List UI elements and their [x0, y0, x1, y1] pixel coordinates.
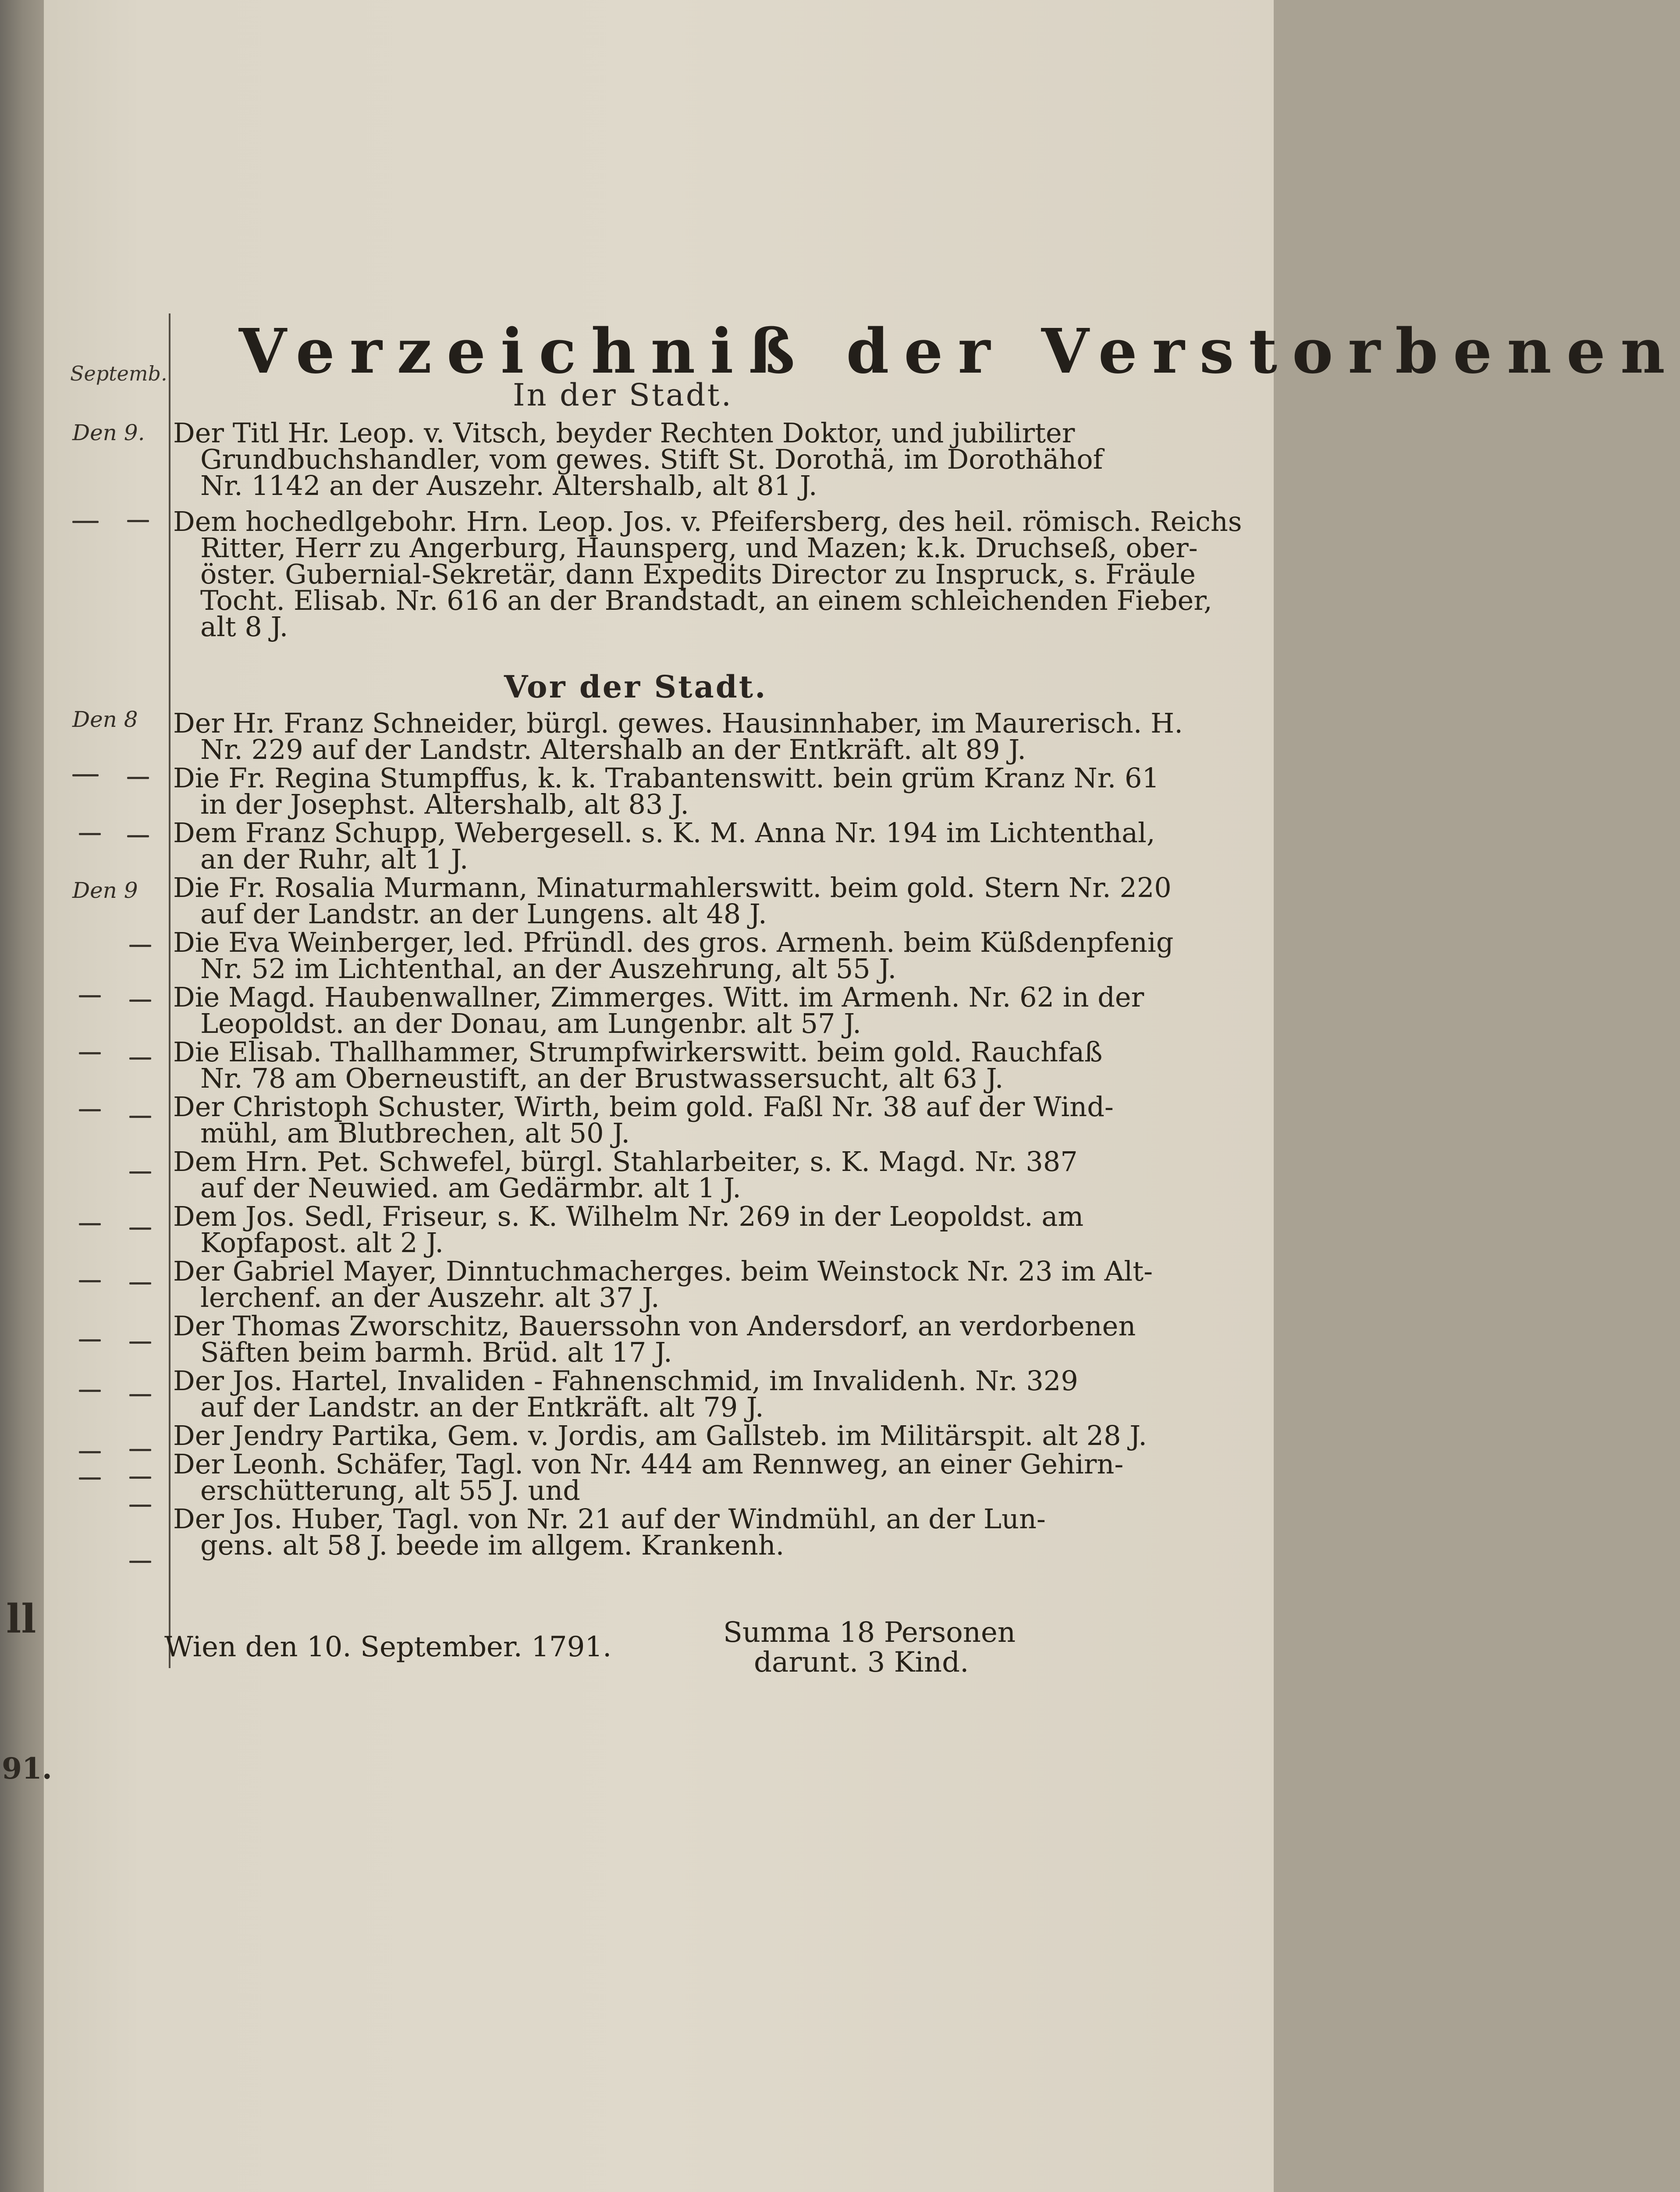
entry-line: Dem Hrn. Pet. Schwefel, bürgl. Stahlarbeiter, s. K. Magd. Nr. 387: [173, 1146, 1078, 1178]
ditto-dash: [129, 1477, 151, 1479]
ditto-dash: [79, 1451, 101, 1453]
entry-line: Der Leonh. Schäfer, Tagl. von Nr. 444 am Rennweg, an einer Gehirn-: [173, 1448, 1124, 1480]
margin-date: Den 8: [72, 707, 138, 732]
entry-line: Säften beim barmh. Brüd. alt 17 J.: [200, 1336, 672, 1368]
entry-line: mühl, am Blutbrechen, alt 50 J.: [200, 1117, 630, 1149]
death-entry: [173, 505, 1242, 643]
death-entry: [173, 762, 1159, 820]
death-entry: [173, 1503, 1080, 1561]
ditto-dash: [129, 1000, 151, 1002]
entry-line: erschütterung, alt 55 J. und: [200, 1474, 580, 1506]
entry-line: auf der Neuwied. am Gedärmbr. alt 1 J.: [200, 1172, 741, 1204]
month-label: Septemb.: [70, 362, 167, 385]
entry-line: Dem Jos. Sedl, Friseur, s. K. Wilhelm Nr. 269 in der Leopoldst. am: [173, 1200, 1084, 1232]
entry-line: Der Jos. Hartel, Invaliden - Fahnenschmid, im Invalidenh. Nr. 329: [173, 1365, 1078, 1397]
ditto-dash: [129, 1057, 151, 1060]
ditto-dash: [79, 833, 101, 835]
entry-line: Der Thomas Zworschitz, Bauerssohn von Andersdorf, an verdorbenen: [173, 1310, 1136, 1342]
column-divider: [169, 313, 170, 1668]
ditto-dash: [79, 1390, 101, 1392]
entry-line: Nr. 52 im Lichtenthal, an der Auszehrung, alt 55 J.: [200, 953, 897, 985]
entry-line: Nr. 229 auf der Landstr. Altershalb an der Entkräft. alt 89 J.: [200, 733, 1026, 765]
entry-line: Dem Franz Schupp, Webergesell. s. K. M. Anna Nr. 194 im Lichtenthal,: [173, 817, 1155, 849]
death-entry: [173, 1255, 1153, 1313]
death-entry: [173, 1448, 1124, 1506]
ditto-dash: [129, 945, 151, 947]
entry-line: Der Christoph Schuster, Wirth, beim gold. Faßl Nr. 38 auf der Wind-: [173, 1091, 1114, 1123]
entry-line: Der Gabriel Mayer, Dinntuchmacherges. beim Weinstock Nr. 23 im Alt-: [173, 1255, 1153, 1287]
death-entry: [173, 707, 1183, 765]
entry-line: lerchenf. an der Auszehr. alt 37 J.: [200, 1281, 660, 1313]
ditto-dash: [79, 1339, 101, 1342]
ditto-dash: [127, 777, 149, 779]
death-entry: [173, 417, 1103, 502]
death-entry: [173, 872, 1172, 930]
entry-line: auf der Landstr. an der Lungens. alt 48 J.: [200, 898, 767, 930]
ditto-dash: [72, 774, 99, 776]
entry-line: Kopfapost. alt 2 J.: [200, 1227, 444, 1259]
death-entry: [173, 1200, 1084, 1259]
entry-line: auf der Landstr. an der Entkräft. alt 79 J.: [200, 1391, 764, 1423]
death-entry: [173, 817, 1155, 875]
ditto-dash: [129, 1561, 151, 1563]
entry-line: Der Jendry Partika, Gem. v. Jordis, am Gallsteb. im Militärspit. alt 28 J.: [173, 1420, 1147, 1452]
entry-line: gens. alt 58 J. beede im allgem. Krankenh.: [200, 1529, 785, 1561]
death-entry: [173, 926, 1174, 985]
entry-line: Nr. 78 am Oberneustift, an der Brustwassersucht, alt 63 J.: [200, 1062, 1004, 1094]
edge-mark: ll: [6, 1596, 36, 1642]
entry-line: Die Magd. Haubenwallner, Zimmerges. Witt. im Armenh. Nr. 62 in der: [173, 981, 1144, 1013]
summary-line: darunt. 3 Kind.: [754, 1646, 969, 1679]
ditto-dash: [129, 1449, 151, 1451]
death-entry: [173, 1036, 1103, 1094]
entry-line: Die Fr. Rosalia Murmann, Minaturmahlerswitt. beim gold. Stern Nr. 220: [173, 872, 1172, 904]
entry-line: Der Jos. Huber, Tagl. von Nr. 21 auf der Windmühl, an der Lun-: [173, 1503, 1046, 1535]
entry-line: an der Ruhr, alt 1 J.: [200, 843, 469, 875]
entry-line: in der Josephst. Altershalb, alt 83 J.: [200, 788, 689, 820]
entry-line: Die Eva Weinberger, led. Pfründl. des gros. Armenh. beim Küßdenpfenig: [173, 926, 1174, 958]
ditto-dash: [79, 995, 101, 997]
entry-line: Leopoldst. an der Donau, am Lungenbr. alt 57 J.: [200, 1007, 861, 1039]
entry-line: Die Fr. Regina Stumpffus, k. k. Trabantenswitt. bein grüm Kranz Nr. 61: [173, 762, 1159, 794]
ditto-dash: [79, 1477, 101, 1480]
death-entry: [173, 1420, 1147, 1452]
ditto-dash: [79, 1280, 101, 1282]
entry-line: Tocht. Elisab. Nr. 616 an der Brandstadt, an einem schleichenden Fieber,: [200, 584, 1212, 616]
ditto-dash: [79, 1109, 101, 1111]
entry-line: Grundbuchshandler, vom gewes. Stift St. Dorothä, im Dorothähof: [200, 443, 1103, 475]
section-heading-suburb: Vor der Stadt.: [504, 669, 767, 705]
section-heading-city: In der Stadt.: [513, 377, 733, 413]
entry-line: Der Titl Hr. Leop. v. Vitsch, beyder Rechten Doktor, und jubilirter: [173, 417, 1075, 449]
death-entry: [173, 1146, 1080, 1204]
ditto-dash: [129, 1342, 151, 1344]
ditto-dash: [79, 1223, 101, 1225]
ditto-dash: [79, 1052, 101, 1054]
place-date: Wien den 10. September. 1791.: [164, 1631, 612, 1663]
ditto-dash: [129, 1282, 151, 1285]
ditto-dash: [129, 1505, 151, 1507]
death-entry: [173, 981, 1144, 1039]
summary-line: Summa 18 Personen: [723, 1616, 1016, 1649]
entry-line: Ritter, Herr zu Angerburg, Haunsperg, und Mazen; k.k. Druchseß, ober-: [200, 532, 1198, 564]
ditto-dash: [129, 1116, 151, 1118]
page-title: Verzeichniß der Verstorbenen: [239, 316, 1680, 388]
death-entry: [173, 1365, 1080, 1423]
entry-line: öster. Gubernial-Sekretär, dann Expedits Director zu Inspruck, s. Fräule: [200, 558, 1196, 590]
death-entry: [173, 1091, 1114, 1149]
ditto-dash: [72, 521, 99, 523]
ditto-dash: [127, 520, 149, 522]
death-entry: [173, 1310, 1136, 1368]
entry-line: Dem hochedlgebohr. Hrn. Leop. Jos. v. Pfeifersberg, des heil. römisch. Reichs: [173, 505, 1242, 537]
entry-line: Der Hr. Franz Schneider, bürgl. gewes. Hausinnhaber, im Maurerisch. H.: [173, 707, 1183, 739]
edge-mark: 91.: [2, 1751, 52, 1786]
summary-total: [723, 1618, 1016, 1677]
entry-line: alt 8 J.: [200, 611, 288, 643]
ditto-dash: [129, 1394, 151, 1396]
entry-line: Nr. 1142 an der Auszehr. Altershalb, alt 81 J.: [200, 470, 817, 502]
ditto-dash: [129, 1171, 151, 1174]
ditto-dash: [127, 835, 149, 837]
margin-date: Den 9.: [72, 420, 145, 445]
entry-line: Die Elisab. Thallhammer, Strumpfwirkerswitt. beim gold. Rauchfaß: [173, 1036, 1103, 1068]
margin-date: Den 9: [72, 878, 138, 903]
ditto-dash: [129, 1228, 151, 1230]
